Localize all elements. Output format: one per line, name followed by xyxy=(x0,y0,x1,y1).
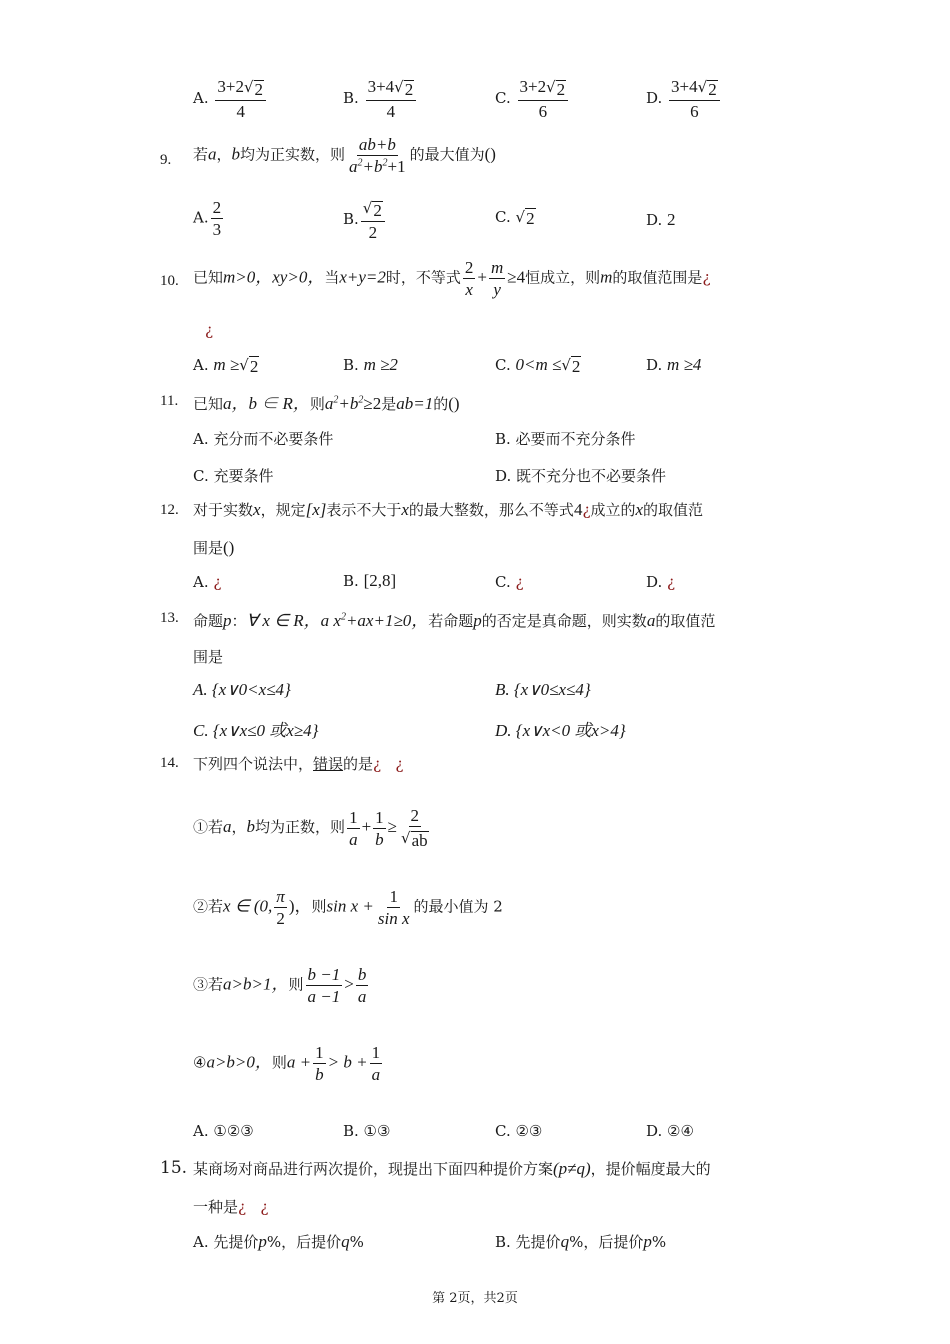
q12-option-a: A. ¿ xyxy=(193,573,222,591)
q15-number: 15. xyxy=(160,1158,188,1178)
q9-number: 9. xyxy=(160,152,172,168)
q13-option-b: B. {x∨0≤x≤4} xyxy=(495,680,591,699)
q12-number: 12. xyxy=(160,502,179,518)
q14-statement-2: ②若x ∈ (0, $\frac{\pi}{2}$ )，则sin x + $\frac{1}{\text{sin x}}$ 的最小值为 2 xyxy=(193,887,503,928)
q10-option-a: A. m ≥ √ 2 xyxy=(193,355,259,376)
q11-option-a: A. 充分而不必要条件 xyxy=(193,430,334,448)
q9-option-c: C. √ 2 xyxy=(495,208,535,228)
q15-stem: 某商场对商品进行两次提价，现提出下面四种提价方案(p≠q)，提价幅度最大的 xyxy=(193,1159,711,1178)
q15-stem-cont: 一种是¿ ¿ xyxy=(193,1198,269,1216)
q13-stem-cont: 围是 xyxy=(193,648,224,666)
q10-option-b: B. m ≥2 xyxy=(343,355,398,374)
q9-option-a: A. $\frac{2}{3}$ xyxy=(193,198,222,239)
q15-option-b: B. 先提价q%，后提价p% xyxy=(495,1232,667,1251)
q9-option-d: D. 2 xyxy=(646,210,676,229)
q12-option-d: D. ¿ xyxy=(646,573,676,591)
q14-option-a: A. ①②③ xyxy=(193,1122,254,1140)
q11-stem: 已知a，b ∈ R，则$a^2+b^2\ge 2$是ab=1的() xyxy=(193,394,460,413)
q8-option-c: C. 3+2 √ 2 6 xyxy=(495,78,570,120)
q12-option-b: B. [2,8] xyxy=(343,571,397,590)
q13-option-d: D. {x∨x<0 或x>4} xyxy=(495,721,626,740)
q10-continuation: ¿ xyxy=(205,321,214,339)
q9-stem: 若a，b均为正实数，则 $\frac{ab+b}{a^2+b^2+1}$ 的最大值为() xyxy=(193,135,496,176)
q12-stem-cont: 围是() xyxy=(193,538,235,557)
q14-option-d: D. ②④ xyxy=(646,1122,694,1140)
page-footer: 第 2页，共2页 xyxy=(432,1291,518,1306)
q9-option-b: B. √ 2 2 xyxy=(343,199,387,241)
q11-option-c: C. 充要条件 xyxy=(193,467,274,485)
q14-stem: 下列四个说法中，错误的是¿ ¿ xyxy=(193,755,404,773)
q13-option-c: C. {x∨x≤0 或x≥4} xyxy=(193,721,319,740)
q10-option-d: D. m ≥4 xyxy=(646,355,702,374)
q8-option-a: A. 3+2 √ 2 4 xyxy=(193,78,268,120)
q13-option-a: A. {x∨0<x≤4} xyxy=(193,680,291,699)
q14-statement-3: ③若a>b>1，则 $\frac{b -1}{a -1}$ > $\frac{b}{a}$ xyxy=(193,965,367,1006)
q8-option-d: D. 3+4 √ 2 6 xyxy=(646,78,722,120)
q12-stem: 对于实数x，规定[x]表示不大于x的最大整数，那么不等式4¿成立的x的取值范 xyxy=(193,500,704,519)
q13-number: 13. xyxy=(160,610,179,626)
q11-number: 11. xyxy=(160,393,179,409)
q14-option-c: C. ②③ xyxy=(495,1122,543,1140)
q10-stem: 已知m>0，xy>0，当x+y=2时，不等式 $\frac{2}{x}$ + $\frac{m}{y}$ ≥4恒成立，则m的取值范围是¿ xyxy=(193,258,711,299)
q14-statement-1: ①若a，b均为正数，则 $\frac{1}{a}$ + $\frac{1}{b}$ ≥ 2 √ ab xyxy=(193,806,428,850)
q12-option-c: C. ¿ xyxy=(495,573,524,591)
q10-number: 10. xyxy=(160,273,179,289)
q15-option-a: A. 先提价p%，后提价q% xyxy=(193,1232,364,1251)
q14-statement-4: ④a>b>0，则a + $\frac{1}{b}$ > b + $\frac{1}{a}$ xyxy=(193,1043,381,1084)
q13-stem: 命题p：∀ x ∈ R，a $x^2+ax+1\ge 0$，若命题p的否定是真命题，则实数a的取值范 xyxy=(193,611,716,630)
q8-option-b: B. 3+4 √ 2 4 xyxy=(343,78,418,120)
q11-option-b: B. 必要而不充分条件 xyxy=(495,430,636,448)
q14-number: 14. xyxy=(160,755,179,771)
q11-option-d: D. 既不充分也不必要条件 xyxy=(495,467,667,485)
q14-option-b: B. ①③ xyxy=(343,1122,391,1140)
q10-option-c: C. 0<m ≤ √ 2 xyxy=(495,355,581,376)
